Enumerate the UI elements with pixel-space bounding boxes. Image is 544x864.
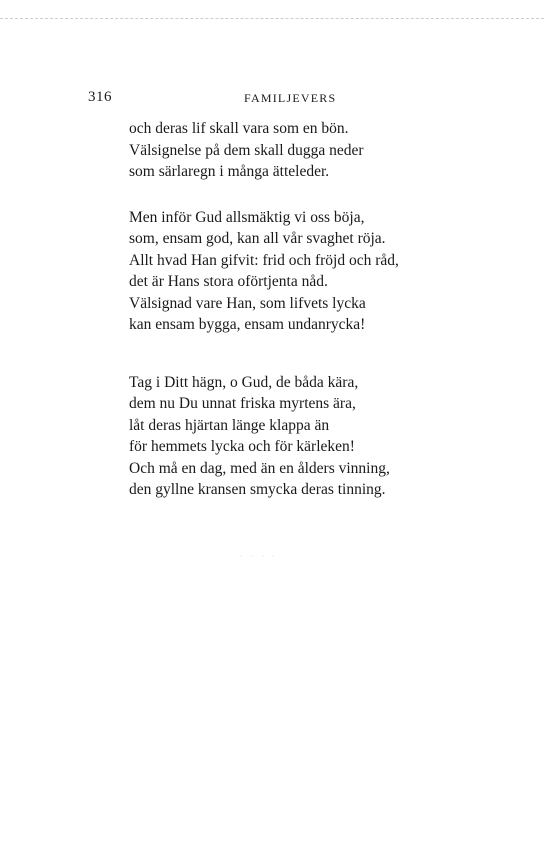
verse-line: låt deras hjärtan länge klappa än <box>129 416 330 434</box>
scan-edge-line <box>0 18 544 19</box>
verse-line: Välsignad vare Han, som lifvets lycka <box>129 294 366 312</box>
verse-line: Men inför Gud allsmäktig vi oss böja, <box>129 208 365 226</box>
running-head: FAMILJEVERS <box>244 91 337 105</box>
stanza <box>129 118 459 183</box>
verse-line: som särlaregn i många ätteleder. <box>129 163 330 180</box>
verse-line: den gyllne kransen smycka deras tinning. <box>129 481 386 498</box>
verse-line: Och må en dag, med än en ålders vinning, <box>129 459 390 477</box>
page-number: 316 <box>88 89 112 105</box>
verse-line: Tag i Ditt hägn, o Gud, de båda kära, <box>129 373 359 391</box>
end-ornament: · · · · <box>240 552 278 561</box>
verse-line: och deras lif skall vara som en bön. <box>129 120 349 137</box>
verse-line: för hemmets lycka och för kärleken! <box>129 438 355 455</box>
verse-line: som, ensam god, kan all vår svaghet röja. <box>129 230 386 247</box>
verse-line: kan ensam bygga, ensam undanrycka! <box>129 316 366 333</box>
verse-line: dem nu Du unnat friska myrtens ära, <box>129 395 356 412</box>
verse-line: Välsignelse på dem skall dugga neder <box>129 141 364 159</box>
stanza <box>129 207 459 336</box>
stanza <box>129 372 459 501</box>
page-header <box>88 89 488 109</box>
poem-body <box>129 118 459 501</box>
verse-line: det är Hans stora oförtjenta nåd. <box>129 273 328 290</box>
verse-line: Allt hvad Han gifvit: frid och fröjd och råd, <box>129 251 399 269</box>
